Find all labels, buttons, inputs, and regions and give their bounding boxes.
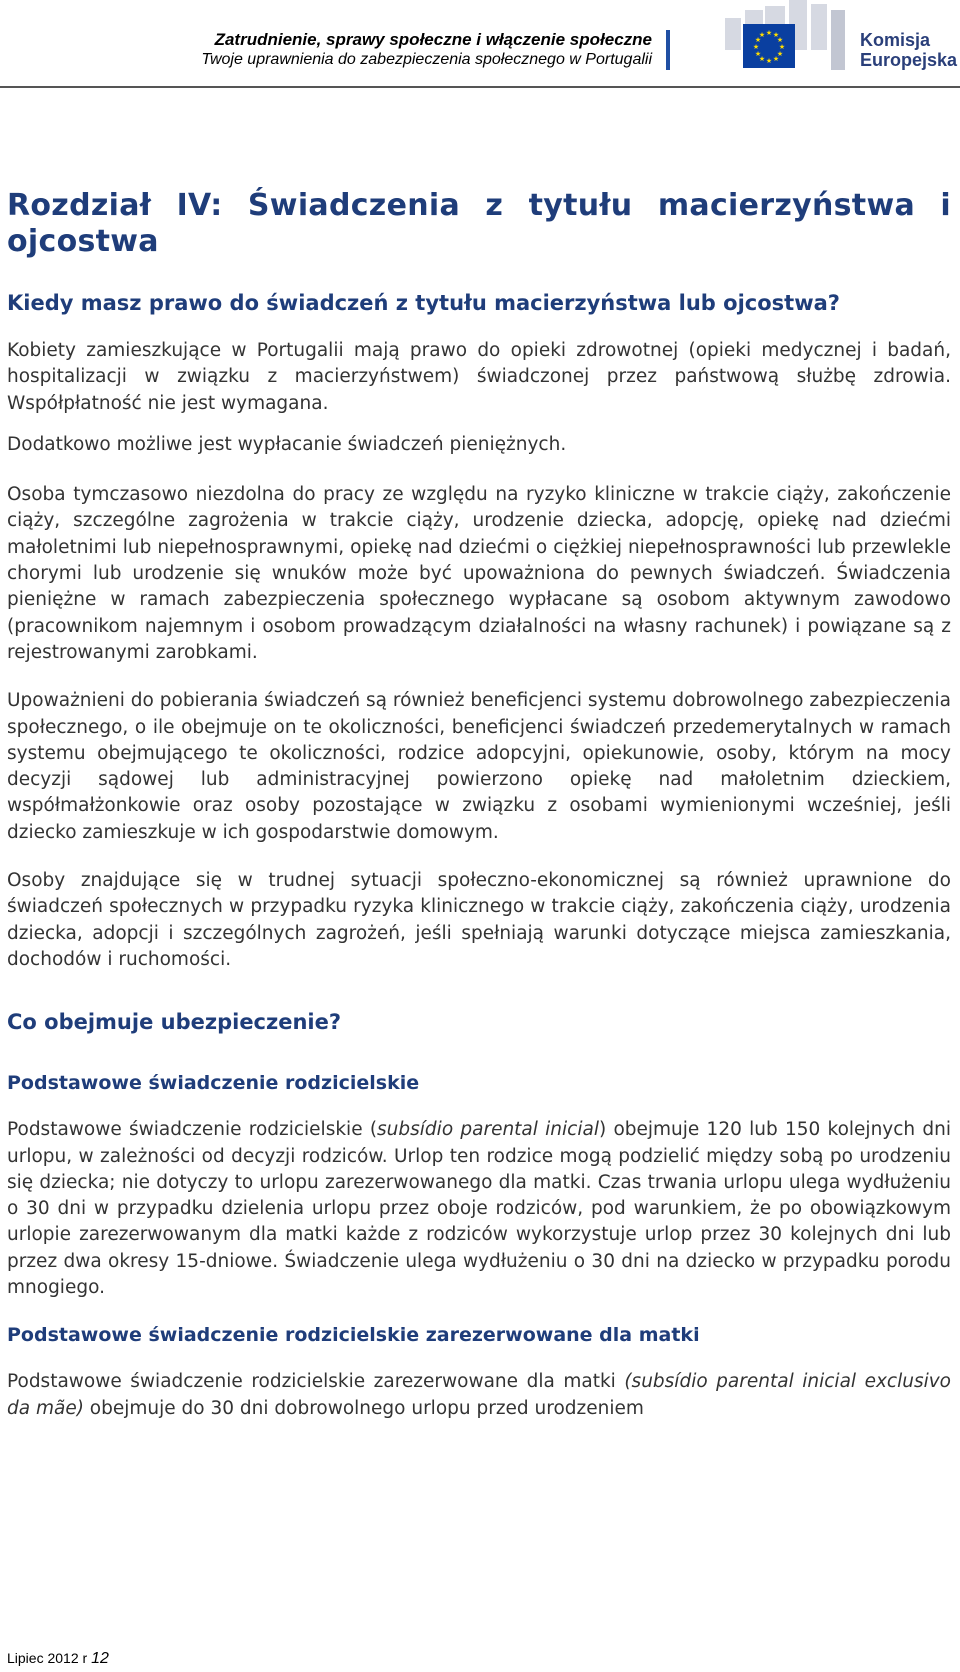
text-run: Podstawowe świadczenie rodzicielskie ( xyxy=(7,1119,378,1141)
header-line-2: Twoje uprawnienia do zabezpieczenia społecznego w Portugalii xyxy=(201,51,652,68)
page-header xyxy=(0,0,960,90)
logo-text xyxy=(860,30,957,70)
svg-text:★: ★ xyxy=(776,50,784,58)
svg-text:★: ★ xyxy=(765,57,773,65)
subsection-heading-parental: Podstawowe świadczenie rodzicielskie xyxy=(7,1072,420,1095)
portuguese-term: (subsídio parental inicial exclusivo da mãe) xyxy=(7,1371,951,1419)
svg-text:★: ★ xyxy=(758,55,766,63)
section-heading-coverage: Co obejmuje ubezpieczenie? xyxy=(7,1010,342,1035)
european-commission-logo xyxy=(705,0,958,80)
paragraph-health-care: Kobiety zamieszkujące w Portugalii mają prawo do opieki zdrowotnej (opieki medycznej i badań, hospitalizacji w związku z macierzyństwem) świadczonej przez państwową służbę zdrowia. Współpłatność nie jest wymagana. xyxy=(7,340,951,414)
section-heading-entitlement: Kiedy masz prawo do świadczeń z tytułu macierzyństwa lub ojcostwa? xyxy=(7,291,840,315)
header-divider xyxy=(666,30,670,70)
text-run: obejmuje do 30 dni dobrowolnego urlopu przed urodzeniem xyxy=(83,1397,644,1419)
page-footer xyxy=(7,1650,109,1668)
paragraph-parental-benefit xyxy=(7,1117,951,1301)
logo-line-2: Europejska xyxy=(860,50,958,70)
header-title xyxy=(201,30,652,70)
svg-text:★: ★ xyxy=(776,36,784,44)
svg-text:★: ★ xyxy=(754,50,762,58)
header-line-1: Zatrudnienie, sprawy społeczne i włączenie społeczne xyxy=(214,30,652,49)
paragraph-other-beneficiaries: Upoważnieni do pobierania świadczeń są również beneficjenci systemu dobrowolnego zabezpieczenia społecznego, o ile obejmuje on te okoliczności, beneficjenci świadczeń przedemerytalnych w ramach systemu obejmującego te okoliczności, rodzice adopcyjni, opiekunowie, osoby, którym na mocy decyzji sądowej lub administracyjnej powierzono opiekę nad małoletnim dzieckiem, współmałżonkowie oraz osoby pozostające w związku z osobami wymienionymi wcześniej, jeśli dziecko zamieszkuje w ich gospodarstwie domowym. xyxy=(7,690,951,843)
document-body xyxy=(7,188,951,1422)
paragraph-eligible-persons: Osoba tymczasowo niezdolna do pracy ze względu na ryzyko kliniczne w trakcie ciąży, zakończenie ciąży, szczególne zagrożenia w trakcie ciąży, urodzenie dziecka, adopcję, opiekę nad dziećmi małoletnimi lub niepełnosprawnymi, opiekę nad dziećmi o ciężkiej niepełnosprawności lub przewlekle chorymi lub urodzenie się wnuków może być upoważniona do pewnych świadczeń. Świadczenia pieniężne w ramach zabezpieczenia społecznego wypłacane są osobom aktywnym zawodowo (pracownikom najemnym i osobom prowadzącym działalności na własny rachunek) i powiązane są z rejestrowanymi zarobkami. xyxy=(7,484,951,663)
text-run: Podstawowe świadczenie rodzicielskie zarezerwowane dla matki xyxy=(7,1371,625,1393)
footer-date: Lipiec 2012 r xyxy=(7,1650,92,1666)
paragraph-cash-benefits: Dodatkowo możliwe jest wypłacanie świadczeń pieniężnych. xyxy=(7,433,567,455)
svg-text:★: ★ xyxy=(778,43,786,51)
portuguese-term: subsídio parental inicial xyxy=(377,1119,599,1141)
svg-text:★: ★ xyxy=(765,29,773,37)
paragraph-mother-benefit xyxy=(7,1369,951,1422)
svg-text:★: ★ xyxy=(758,31,766,39)
text-run: ) obejmuje 120 lub 150 kolejnych dni urlopu, w zależności od decyzji rodziców. Urlop ten rodzice mogą podzielić między sobą po urodzeniu się dziecka; nie dotyczy to urlopu zarezerwowanego dla matki. Czas trwania urlopu ulega wydłużeniu o 30 dni w przypadku dzielenia urlopu przez oboje rodziców, pod warunkiem, że po obowiązkowym urlopie zarezerwowanym dla matki każde z rodziców wykorzystuje urlop przez 30 kolejnych dni lub przez dwa okresy 15-dniowe. Świadczenie ulega wydłużeniu o 30 dni na dziecko w przypadku porodu mnogiego. xyxy=(7,1119,951,1299)
svg-text:★: ★ xyxy=(772,31,780,39)
page-number: 12 xyxy=(91,1650,109,1667)
subsection-heading-mother: Podstawowe świadczenie rodzicielskie zarezerwowane dla matki xyxy=(7,1324,700,1347)
logo-line-1: Komisja xyxy=(860,30,931,50)
svg-text:★: ★ xyxy=(772,55,780,63)
eu-flag-icon xyxy=(743,24,795,68)
paragraph-social-benefits: Osoby znajdujące się w trudnej sytuacji społeczno-ekonomicznej są również uprawnione do świadczeń społecznych w przypadku ryzyka klinicznego w trakcie ciąży, zakończenia ciąży, urodzenia dziecka, adopcji i szczególnych zagrożeń, jeśli spełniają warunki dotyczące miejsca zamieszkania, dochodów i ruchomości. xyxy=(7,870,951,970)
chapter-title: Rozdział IV: Świadczenia z tytułu macierzyństwa i ojcostwa xyxy=(7,188,951,259)
header-rule xyxy=(0,86,960,88)
svg-text:★: ★ xyxy=(752,43,760,51)
svg-text:★: ★ xyxy=(754,36,762,44)
